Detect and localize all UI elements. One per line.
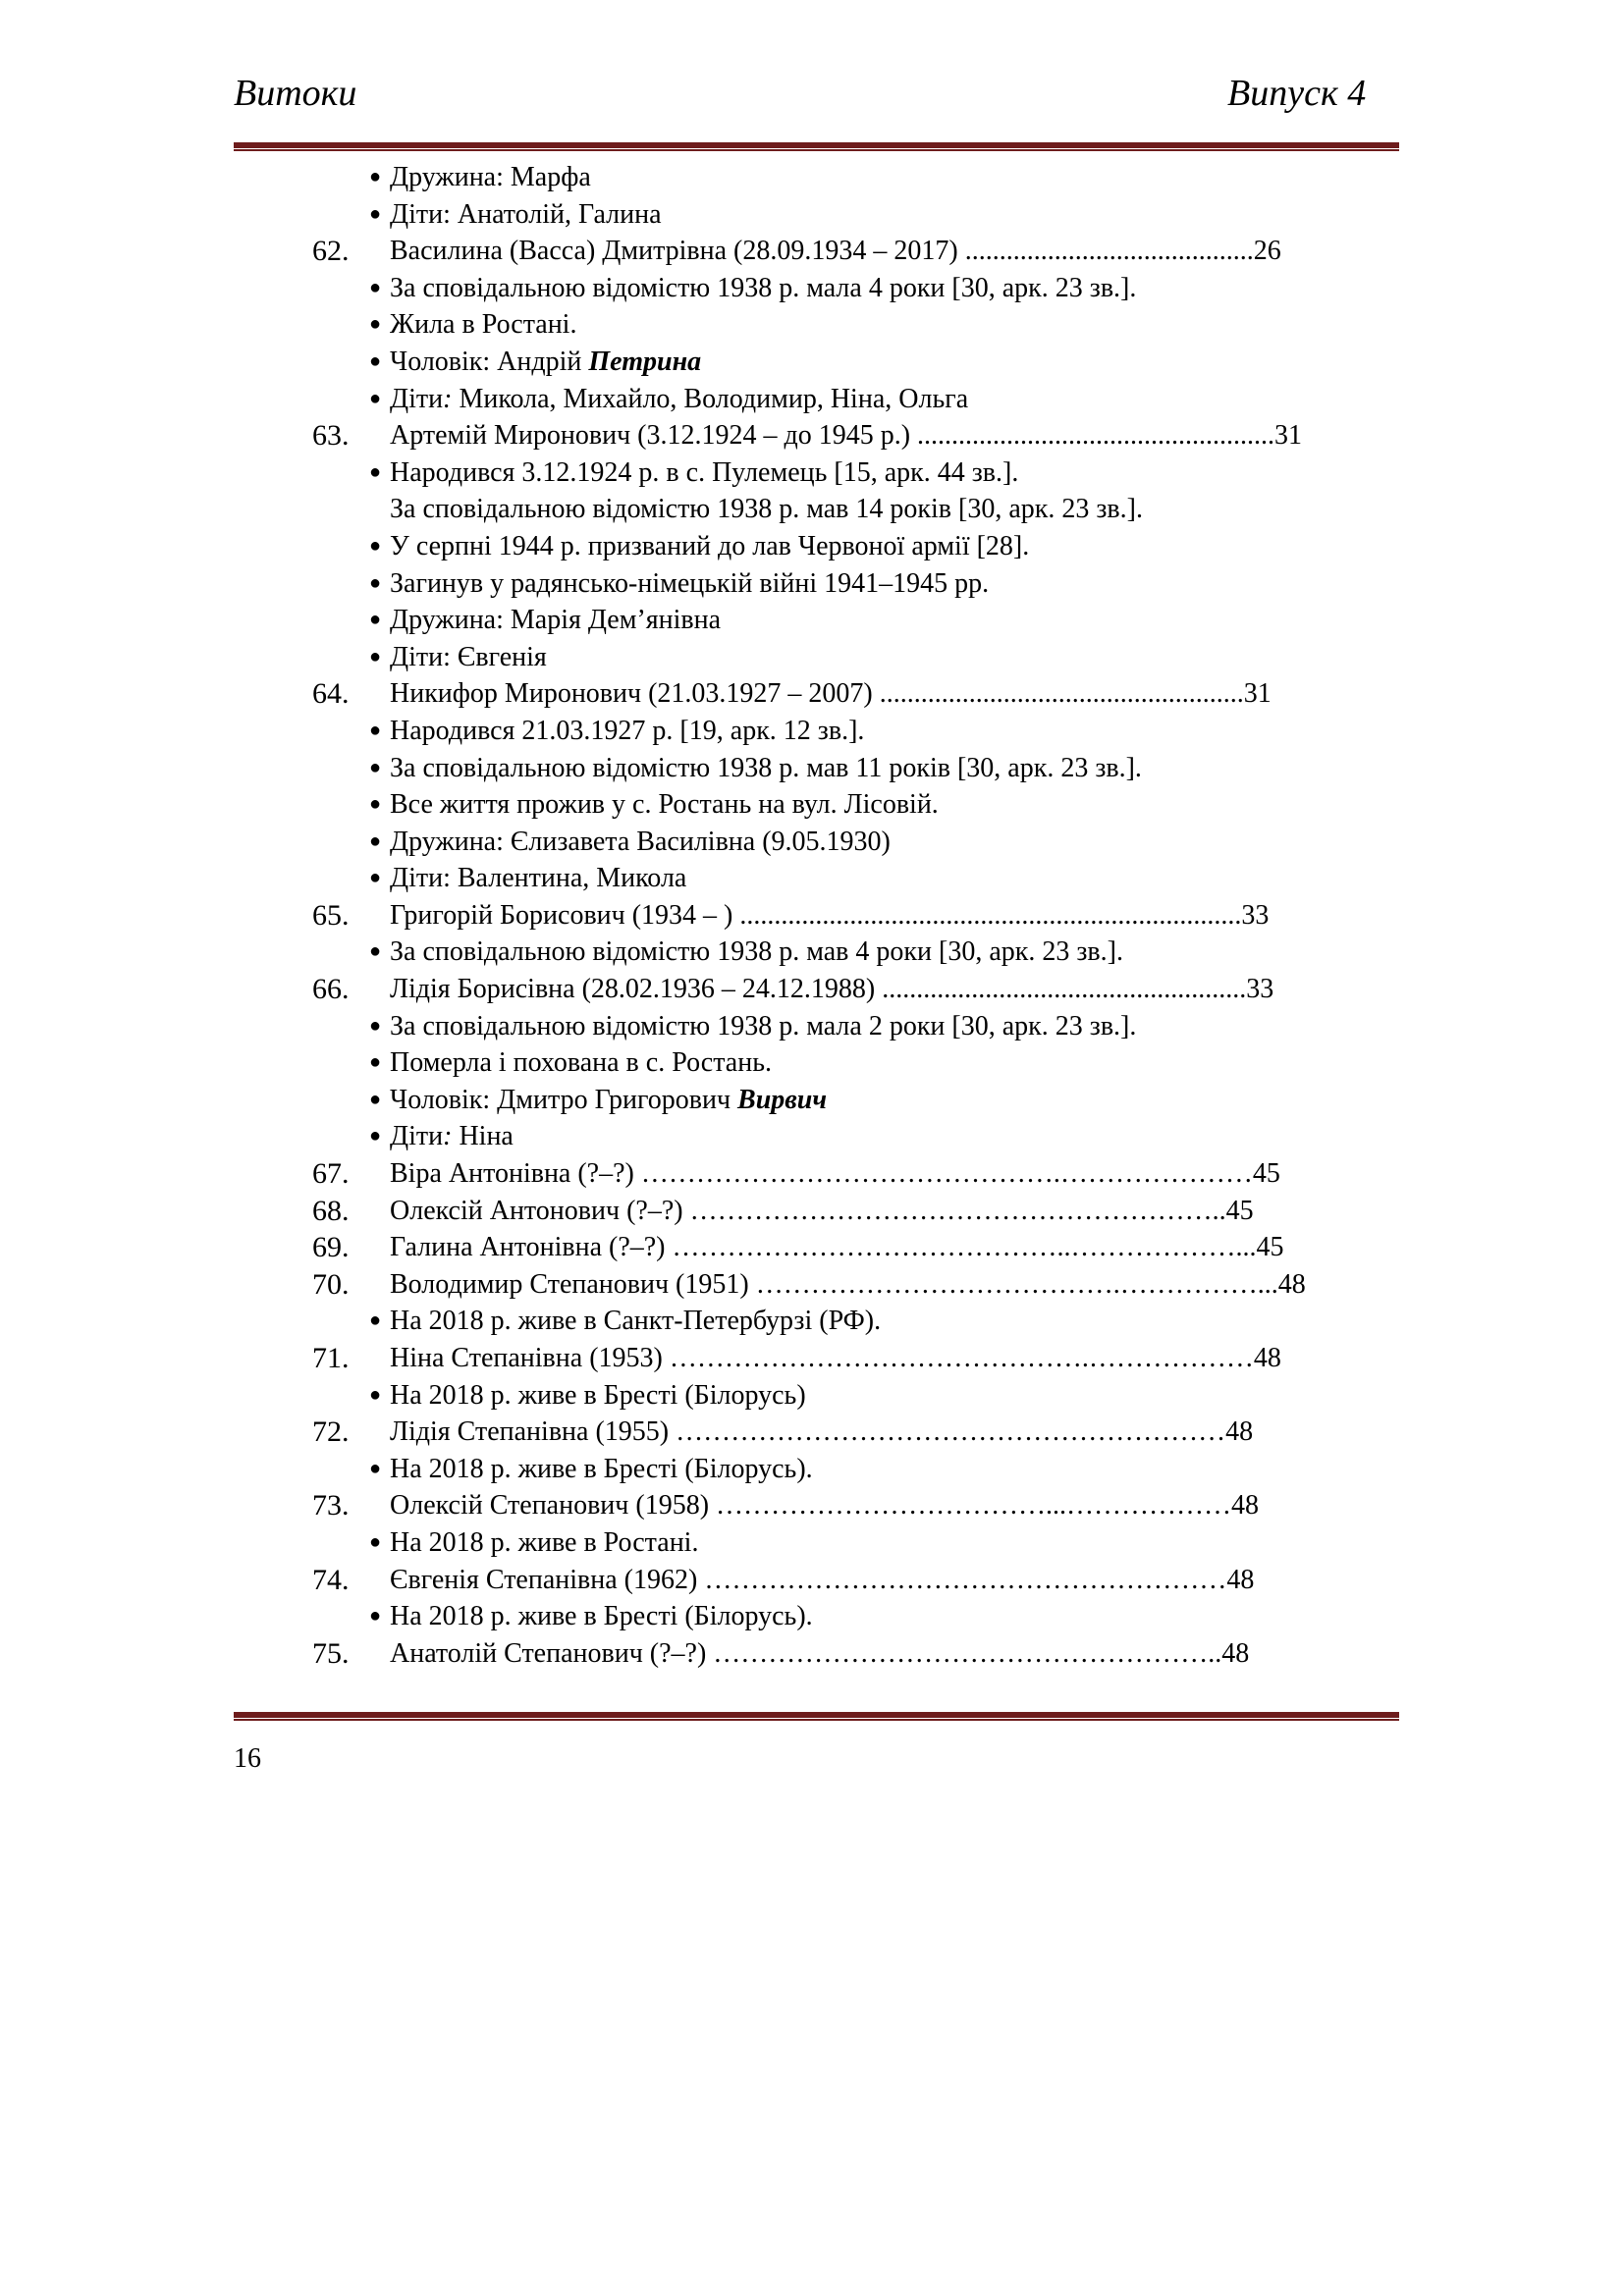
detail-value: На 2018 р. живе в Ростані. [390,1526,699,1558]
entry-number: 66. [312,973,350,1006]
bullet-icon: ● [369,276,382,298]
entry-number: 71. [312,1342,350,1374]
bullet-icon: ● [369,1014,382,1037]
person-entry [0,1340,1624,1377]
detail-text [390,159,591,196]
detail-text [390,454,1018,492]
person-entry [0,1414,1624,1451]
bullet-icon: ● [369,313,382,336]
issue-label: Випуск 4 [1227,73,1367,114]
detail-bullet [0,344,1624,381]
person-name-with-page: Анатолій Степанович (?–?) ………………………………………………..48 [390,1637,1250,1669]
bullet-icon: ● [369,460,382,483]
detail-bullet [0,1008,1624,1045]
detail-bullet [0,860,1624,897]
detail-colon: : [443,1121,453,1152]
detail-bullet [0,934,1624,971]
detail-value: Чоловік: Дмитро Григорович [390,1084,738,1115]
detail-value: Ніна [452,1121,514,1152]
person-entry [0,1635,1624,1673]
detail-value: Микола, Михайло, Володимир, Ніна, Ольга [452,383,969,414]
detail-bullet [0,196,1624,234]
person-entry [0,1266,1624,1304]
detail-text [390,306,576,344]
detail-value: Загинув у радянсько-німецькій війні 1941–1945 рр. [390,567,990,599]
detail-value: Чоловік: Андрій [390,346,589,377]
person-name-with-page: Віра Антонівна (?–?) ……………………………………….…………………45 [390,1158,1280,1190]
detail-bullet [0,824,1624,861]
bullet-icon: ● [369,719,382,741]
detail-text [390,1082,827,1119]
detail-bullet [0,713,1624,750]
entry-number: 62. [312,235,350,268]
detail-bullet [0,639,1624,676]
spouse-surname: Вирвич [737,1084,828,1115]
person-entry [0,675,1624,713]
detail-value: Народився 21.03.1927 р. [19, арк. 12 зв.]. [390,715,865,746]
detail-bullet [0,1303,1624,1340]
detail-value: Дружина: Єлизавета Василівна (9.05.1930) [390,826,891,857]
person-name-with-page: Василина (Васса) Дмитрівна (28.09.1934 – 2017) ..........................................26 [390,236,1281,267]
bullet-icon: ● [369,571,382,594]
detail-value: На 2018 р. живе в Бресті (Білорусь) [390,1379,806,1411]
detail-text [390,786,939,824]
entry-number: 63. [312,419,350,453]
detail-bullet [0,381,1624,418]
detail-value: У серпні 1944 р. призваний до лав Червоної армії [28]. [390,530,1030,561]
detail-bullet [0,1118,1624,1155]
detail-value: Діти: Валентина, Микола [390,863,687,894]
detail-bullet [0,1524,1624,1562]
detail-value: Діти: Євгенія [390,641,547,672]
detail-label: Діти [390,383,444,414]
bullet-icon: ● [369,756,382,778]
detail-bullet [0,750,1624,787]
journal-title: Витоки [234,73,357,114]
detail-value: На 2018 р. живе в Санкт-Петербурзі (РФ). [390,1306,882,1337]
detail-bullet [0,159,1624,196]
person-name-with-page: Галина Антонівна (?–?) ……………………………………..………………...45 [390,1232,1284,1263]
detail-text [390,602,721,639]
person-entry [0,1562,1624,1599]
detail-colon: : [443,383,453,414]
detail-value: Померла і похована в с. Ростань. [390,1047,772,1079]
detail-text [390,639,547,676]
person-entry [0,897,1624,934]
detail-text [390,860,686,897]
person-name-with-page: Євгенія Степанівна (1962) …………………………………………………48 [390,1564,1255,1595]
bullet-icon: ● [369,609,382,631]
detail-text [390,713,864,750]
bullet-icon: ● [369,1125,382,1148]
bullet-icon: ● [369,645,382,667]
bullet-icon: ● [369,1383,382,1406]
detail-bullet [0,1082,1624,1119]
person-name-with-page: Олексій Степанович (1958) ………………………………...………………48 [390,1490,1260,1522]
detail-text: За сповідальною відомістю 1938 р. мав 14 років [30, арк. 23 зв.]. [390,494,1143,525]
entry-number: 69. [312,1231,350,1264]
person-name-with-page: Лідія Борисівна (28.02.1936 – 24.12.1988) .....................................................33 [390,974,1274,1005]
detail-bullet [0,1598,1624,1635]
spouse-surname: Петрина [588,346,702,377]
bullet-icon: ● [369,349,382,372]
person-entry [0,1487,1624,1524]
person-entry [0,1155,1624,1193]
detail-bullet [0,528,1624,565]
person-entry [0,971,1624,1008]
person-entry [0,1193,1624,1230]
detail-value: На 2018 р. живе в Бресті (Білорусь). [390,1453,813,1484]
bullet-icon: ● [369,1309,382,1332]
detail-text [390,750,1142,787]
bullet-icon: ● [369,1605,382,1628]
detail-text [390,1377,806,1415]
page-number: 16 [234,1743,261,1774]
entry-number: 72. [312,1415,350,1449]
detail-value: Все життя прожив у с. Ростань на вул. Лісовій. [390,789,939,821]
detail-text [390,824,891,861]
detail-text [390,381,968,418]
detail-label: Діти [390,1121,444,1152]
detail-text [390,528,1029,565]
detail-value: За сповідальною відомістю 1938 р. мала 2 роки [30, арк. 23 зв.]. [390,1010,1137,1041]
person-entry [0,1229,1624,1266]
detail-text [390,1118,514,1155]
detail-bullet [0,306,1624,344]
detail-text [390,344,701,381]
detail-value: Дружина: Марія Дем’янівна [390,605,722,636]
bullet-icon: ● [369,387,382,409]
detail-text [390,1451,813,1488]
person-entry [0,417,1624,454]
detail-value: За сповідальною відомістю 1938 р. мала 4 роки [30, арк. 23 зв.]. [390,272,1137,303]
detail-text [390,1524,698,1562]
detail-bullet [0,454,1624,492]
person-name-with-page: Никифор Миронович (21.03.1927 – 2007) .....................................................31 [390,678,1272,710]
detail-continuation [0,491,1624,528]
entry-number: 65. [312,898,350,932]
person-name-with-page: Володимир Степанович (1951) ………………………………….……………...48 [390,1268,1306,1300]
detail-text [390,1008,1136,1045]
entry-number: 75. [312,1636,350,1670]
entry-number: 74. [312,1563,350,1596]
person-name-with-page: Григорій Борисович (1934 – ) .........................................................................33 [390,899,1270,931]
bullet-icon: ● [369,1051,382,1074]
detail-value: За сповідальною відомістю 1938 р. мав 11 років [30, арк. 23 зв.]. [390,752,1142,783]
person-name-with-page: Артемій Миронович (3.12.1924 – до 1945 р.) ....................................................31 [390,420,1303,452]
entry-number: 70. [312,1267,350,1301]
entry-number: 73. [312,1489,350,1522]
detail-text [390,1303,881,1340]
detail-value: За сповідальною відомістю 1938 р. мав 4 роки [30, арк. 23 зв.]. [390,936,1123,968]
person-name-with-page: Лідія Степанівна (1955) ……………………………………………………48 [390,1416,1254,1448]
bullet-icon: ● [369,534,382,557]
genealogy-entry-list [0,159,1624,1672]
entry-number: 64. [312,677,350,711]
bullet-icon: ● [369,829,382,852]
detail-value: Народився 3.12.1924 р. в с. Пулемець [15, арк. 44 зв.]. [390,456,1019,488]
entry-number: 68. [312,1194,350,1227]
person-name-with-page: Олексій Антонович (?–?) …………………………………………………..45 [390,1195,1254,1226]
person-name-with-page: Ніна Степанівна (1953) ……………………………………….………………48 [390,1343,1281,1373]
bullet-icon: ● [369,202,382,225]
bullet-icon: ● [369,793,382,816]
detail-value: Діти: Анатолій, Галина [390,198,662,230]
detail-text [390,1598,813,1635]
header-divider [234,142,1399,152]
bullet-icon: ● [369,1457,382,1479]
detail-text [390,1044,772,1082]
detail-text [390,934,1123,971]
bullet-icon: ● [369,1530,382,1553]
bullet-icon: ● [369,867,382,889]
detail-bullet [0,1377,1624,1415]
detail-text [390,196,662,234]
bullet-icon: ● [369,166,382,187]
detail-bullet [0,565,1624,603]
entry-number: 67. [312,1157,350,1191]
detail-bullet [0,270,1624,307]
detail-bullet [0,602,1624,639]
detail-text [390,270,1136,307]
footer-divider [234,1712,1399,1722]
detail-bullet [0,1044,1624,1082]
person-entry [0,233,1624,270]
bullet-icon: ● [369,1088,382,1110]
detail-value: На 2018 р. живе в Бресті (Білорусь). [390,1601,813,1632]
detail-bullet [0,786,1624,824]
detail-value: Жила в Ростані. [390,309,577,341]
detail-text [390,565,989,603]
detail-value: Дружина: Марфа [390,162,591,192]
bullet-icon: ● [369,940,382,963]
detail-bullet [0,1451,1624,1488]
